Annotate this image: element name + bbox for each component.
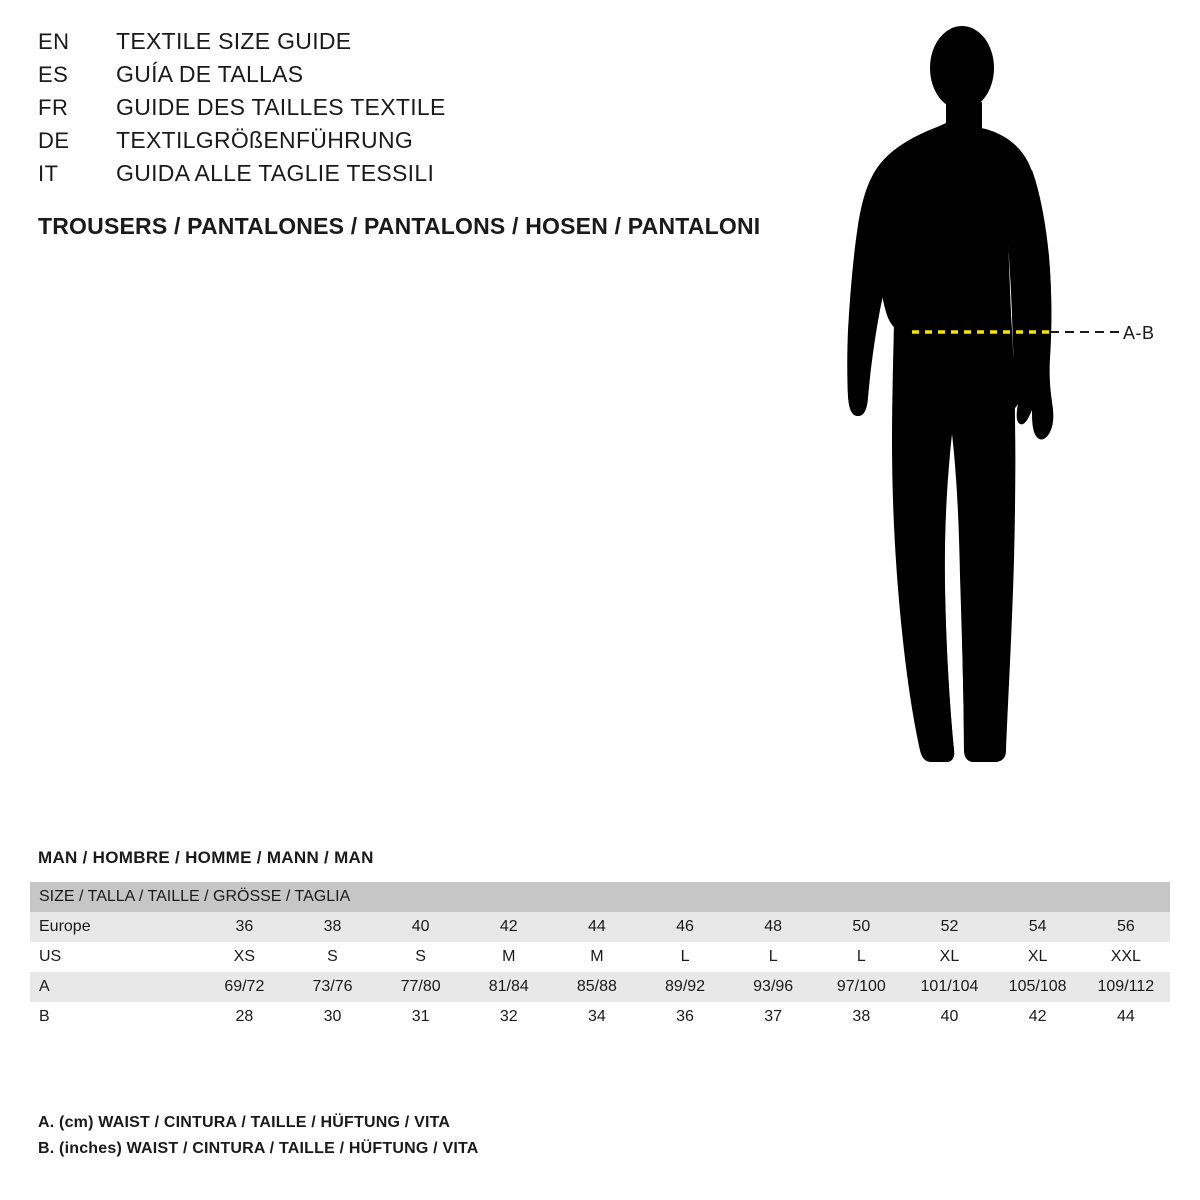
table-cell: S [288, 942, 376, 972]
language-title: GUÍA DE TALLAS [116, 61, 304, 87]
footnote-a: A. (cm) WAIST / CINTURA / TAILLE / HÜFTUNG / VITA [38, 1114, 451, 1131]
language-code: IT [38, 161, 59, 186]
table-cell: 42 [465, 912, 553, 942]
table-cell: 40 [905, 1002, 993, 1032]
table-header-row [30, 882, 1170, 912]
table-cell: 73/76 [288, 972, 376, 1002]
language-title: GUIDE DES TAILLES TEXTILE [116, 94, 446, 120]
language-row [38, 160, 798, 193]
language-title: TEXTILE SIZE GUIDE [116, 28, 352, 54]
table-cell: 52 [905, 912, 993, 942]
table-cell: M [465, 942, 553, 972]
table-cell: XS [200, 942, 288, 972]
table-row [30, 1002, 1170, 1032]
table-cell: 36 [200, 912, 288, 942]
table-cell: 28 [200, 1002, 288, 1032]
language-title: TEXTILGRÖßENFÜHRUNG [116, 127, 414, 153]
male-silhouette-icon [800, 10, 1200, 810]
table-cell: 46 [641, 912, 729, 942]
table-header-label: SIZE / TALLA / TAILLE / GRÖSSE / TAGLIA [30, 882, 1170, 912]
table-cell: 31 [377, 1002, 465, 1032]
table-cell: 38 [288, 912, 376, 942]
measure-label-ab: A-B [1123, 323, 1155, 343]
table-cell: XL [994, 942, 1082, 972]
table-cell: 89/92 [641, 972, 729, 1002]
table-cell: XXL [1082, 942, 1170, 972]
language-code: FR [38, 95, 69, 120]
table-cell: 54 [994, 912, 1082, 942]
table-cell: 69/72 [200, 972, 288, 1002]
table-cell: 50 [817, 912, 905, 942]
gender-title: MAN / HOMBRE / HOMME / MANN / MAN [38, 848, 374, 867]
language-row [38, 127, 798, 160]
table-cell: XL [905, 942, 993, 972]
table-cell: 36 [641, 1002, 729, 1032]
table-row [30, 942, 1170, 972]
table-cell: 48 [729, 912, 817, 942]
language-title: GUIDA ALLE TAGLIE TESSILI [116, 160, 435, 186]
table-cell: L [729, 942, 817, 972]
table-cell: 44 [553, 912, 641, 942]
table-cell: 34 [553, 1002, 641, 1032]
garment-type-title: TROUSERS / PANTALONES / PANTALONS / HOSEN / PANTALONI [38, 213, 761, 239]
table-cell: 93/96 [729, 972, 817, 1002]
language-row [38, 61, 798, 94]
table-cell: 109/112 [1082, 972, 1170, 1002]
language-code: DE [38, 128, 70, 153]
table-cell: 40 [377, 912, 465, 942]
table-cell: 85/88 [553, 972, 641, 1002]
size-guide-header [38, 28, 798, 240]
table-cell: 81/84 [465, 972, 553, 1002]
table-cell: 42 [994, 1002, 1082, 1032]
row-label: US [30, 942, 200, 972]
size-table [30, 882, 1170, 1032]
footnotes [38, 1110, 938, 1162]
language-code: EN [38, 29, 70, 54]
language-row [38, 94, 798, 127]
table-cell: 38 [817, 1002, 905, 1032]
table-cell: 32 [465, 1002, 553, 1032]
table-cell: 44 [1082, 1002, 1170, 1032]
table-cell: 30 [288, 1002, 376, 1032]
table-cell: L [641, 942, 729, 972]
row-label: A [30, 972, 200, 1002]
table-cell: 101/104 [905, 972, 993, 1002]
table-row [30, 912, 1170, 942]
table-cell: 77/80 [377, 972, 465, 1002]
row-label: B [30, 1002, 200, 1032]
table-cell: S [377, 942, 465, 972]
table-cell: 56 [1082, 912, 1170, 942]
table-cell: M [553, 942, 641, 972]
table-cell: 97/100 [817, 972, 905, 1002]
measurement-figure [800, 10, 1200, 810]
table-cell: L [817, 942, 905, 972]
table-cell: 37 [729, 1002, 817, 1032]
table-cell: 105/108 [994, 972, 1082, 1002]
row-label: Europe [30, 912, 200, 942]
footnote-b: B. (inches) WAIST / CINTURA / TAILLE / HÜFTUNG / VITA [38, 1140, 479, 1157]
language-row [38, 28, 798, 61]
table-row [30, 972, 1170, 1002]
language-code: ES [38, 62, 69, 87]
size-table-section [30, 848, 1170, 1032]
